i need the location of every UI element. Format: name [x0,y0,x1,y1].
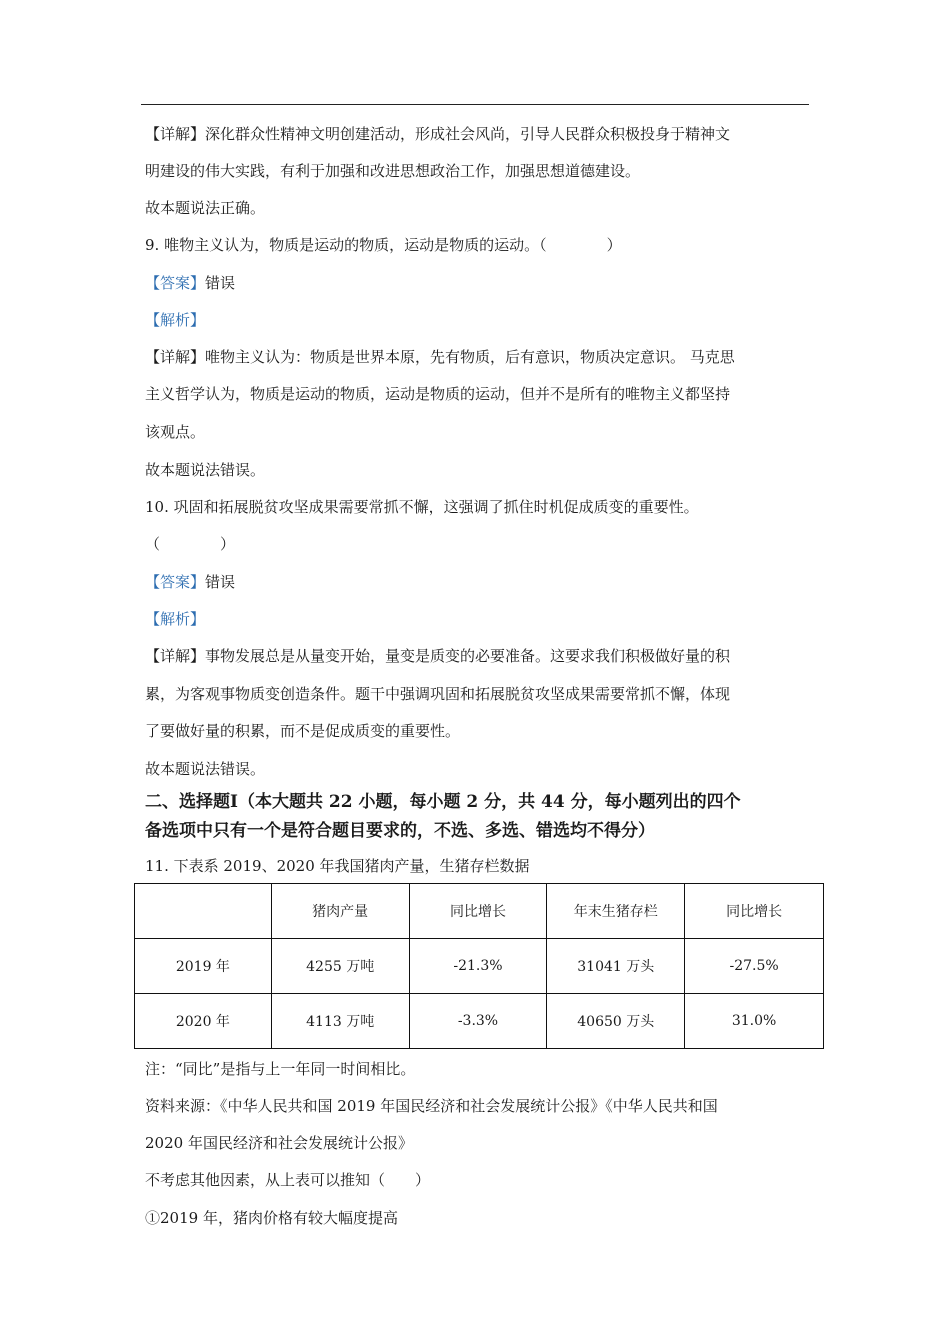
question-10-blank: （ ） [145,535,236,553]
question-10: 10. 巩固和拓展脱贫攻坚成果需要常抓不懈，这强调了抓住时机促成质变的重要性。 [145,498,699,516]
table-cell: 2020 年 [135,994,272,1049]
table-cell: -3.3% [409,994,547,1049]
detail-line: 【详解】事物发展总是从量变开始，量变是质变的必要准备。这要求我们积极做好量的积 [145,647,731,665]
answer-line: 【答案】错误 [145,573,236,591]
table-header-cell: 同比增长 [409,884,547,939]
text-line: 明建设的伟大实践，有利于加强和改进思想政治工作，加强思想道德建设。 [145,162,641,180]
table-cell: 2019 年 [135,939,272,994]
analysis-label: 【解析】 [145,311,206,329]
text-line: 主义哲学认为，物质是运动的物质，运动是物质的运动，但并不是所有的唯物主义都坚持 [145,385,731,403]
detail-label: 【详解】 [145,125,206,143]
detail-line: 【详解】深化群众性精神文明创建活动，形成社会风尚，引导人民群众积极投身于精神文 [145,125,731,143]
answer-line: 【答案】错误 [145,274,236,292]
table-header-cell [135,884,272,939]
source-line: 资料来源：《中华人民共和国 2019 年国民经济和社会发展统计公报》《中华人民共和国 [145,1097,718,1115]
conclusion-line: 故本题说法错误。 [145,461,266,479]
question-stem: 不考虑其他因素，从上表可以推知（ ） [145,1171,431,1189]
table-note: 注：“同比”是指与上一年同一时间相比。 [145,1060,416,1078]
table-cell: -21.3% [409,939,547,994]
table-row [135,939,824,994]
text-line: 累，为客观事物质变创造条件。题干中强调巩固和拓展脱贫攻坚成果需要常抓不懈，体现 [145,685,731,703]
text-line: 了要做好量的积累，而不是促成质变的重要性。 [145,722,461,740]
table-cell: -27.5% [685,939,824,994]
detail-line: 【详解】唯物主义认为：物质是世界本原，先有物质，后有意识，物质决定意识。 马克思 [145,348,735,366]
table-cell: 40650 万头 [547,994,685,1049]
conclusion-line: 故本题说法错误。 [145,760,266,778]
table-header-row [135,884,824,939]
conclusion-line: 故本题说法正确。 [145,199,266,217]
detail-label: 【详解】 [145,348,206,366]
header-rule [141,104,809,105]
question-11: 11. 下表系 2019、2020 年我国猪肉产量，生猪存栏数据 [145,857,530,875]
table-row [135,994,824,1049]
source-line: 2020 年国民经济和社会发展统计公报》 [145,1134,413,1152]
table-cell: 4255 万吨 [271,939,409,994]
text-line: 该观点。 [145,423,206,441]
detail-label: 【详解】 [145,647,206,665]
pork-data-table [134,883,824,1049]
answer-label: 【答案】 [145,573,206,591]
table-header-cell: 年末生猪存栏 [547,884,685,939]
option-1: ①2019 年，猪肉价格有较大幅度提高 [145,1209,398,1227]
table-cell: 4113 万吨 [271,994,409,1049]
table-header-cell: 同比增长 [685,884,824,939]
section-heading: 二、选择题Ⅰ（本大题共 22 小题，每小题 2 分，共 44 分，每小题列出的四个 [145,792,741,812]
answer-label: 【答案】 [145,274,206,292]
question-9: 9. 唯物主义认为，物质是运动的物质，运动是物质的运动。（ ） [145,236,622,254]
analysis-label: 【解析】 [145,610,206,628]
table-cell: 31.0% [685,994,824,1049]
table-header-cell: 猪肉产量 [271,884,409,939]
section-heading: 备选项中只有一个是符合题目要求的，不选、多选、错选均不得分） [145,821,655,841]
table-cell: 31041 万头 [547,939,685,994]
